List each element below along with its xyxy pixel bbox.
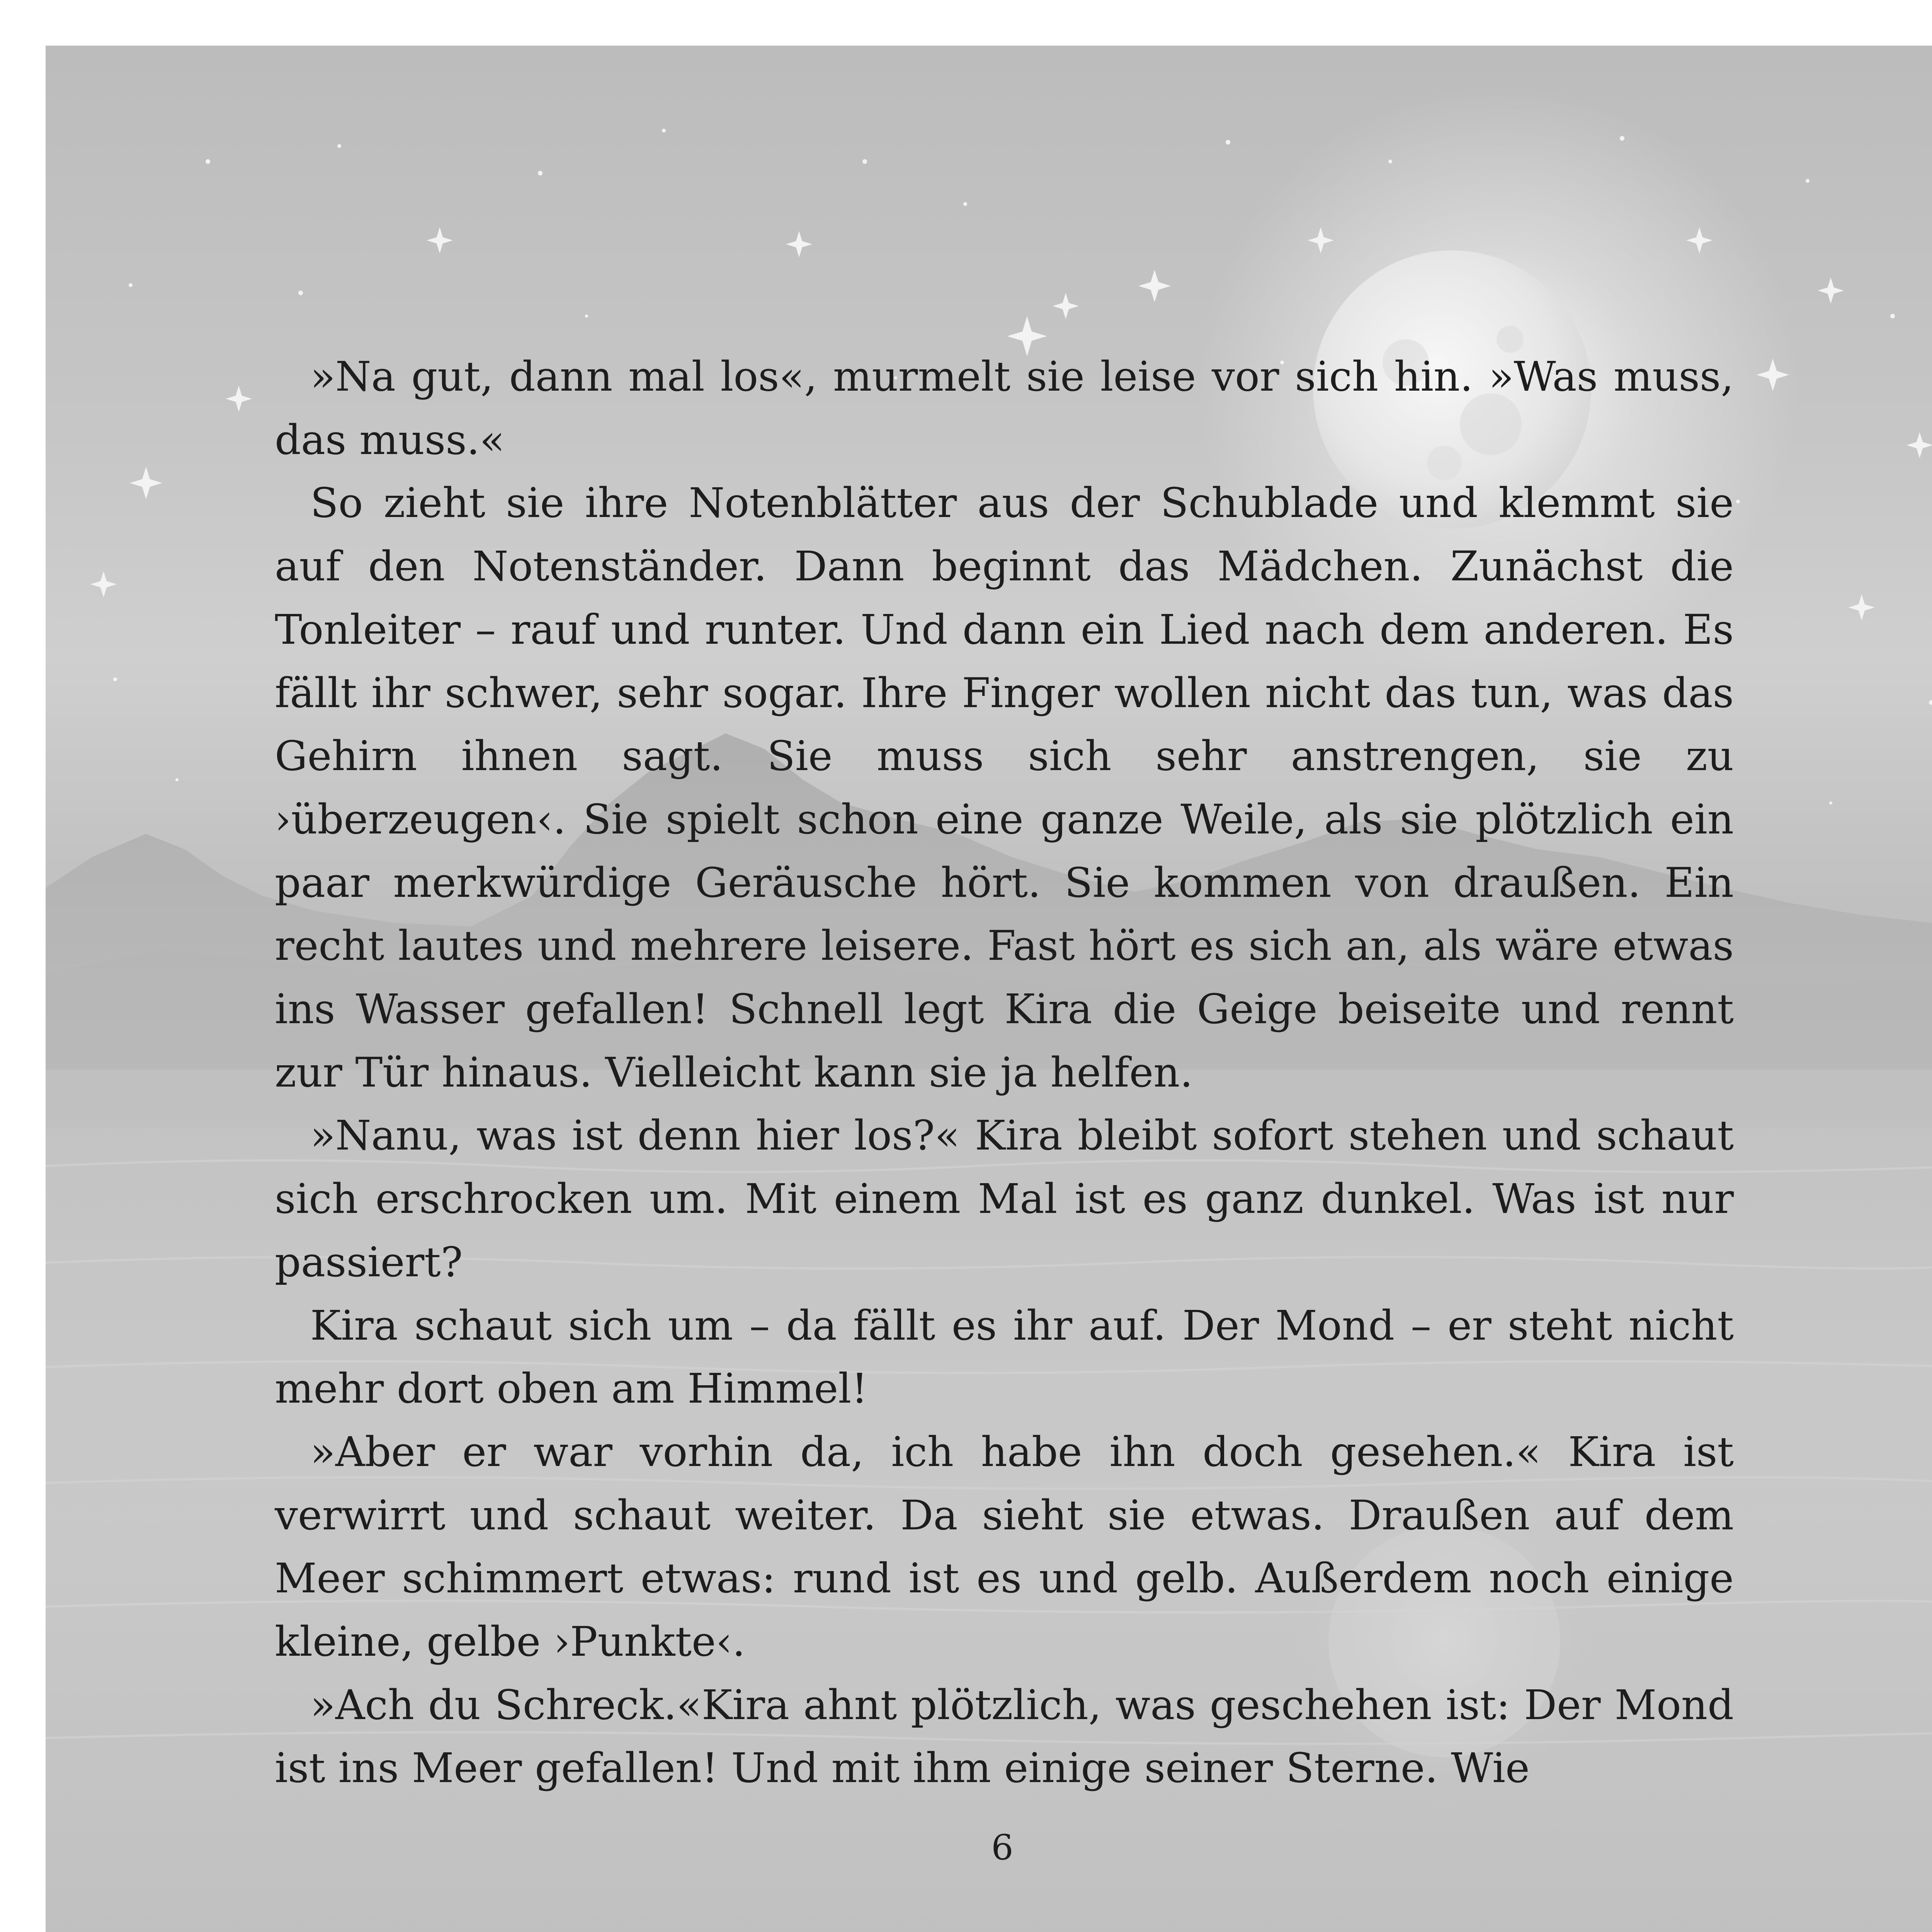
story-text bbox=[275, 345, 1734, 1800]
paragraph: Kira schaut sich um – da fällt es ihr auf. Der Mond – er steht nicht mehr dort oben am Himmel! bbox=[275, 1301, 1734, 1413]
paragraph: »Aber er war vorhin da, ich habe ihn doch gesehen.« Kira ist verwirrt und schaut weiter. Da sieht sie etwas. Draußen auf dem Meer schimmert etwas: rund ist es und gelb. Außerdem noch einige kleine, gelbe ›Punkte‹. bbox=[275, 1428, 1734, 1666]
paragraph: »Nanu, was ist denn hier los?« Kira bleibt sofort stehen und schaut sich erschrocken um. Mit einem Mal ist es ganz dunkel. Was ist nur passiert? bbox=[275, 1112, 1734, 1286]
paragraph: »Ach du Schreck.«Kira ahnt plötzlich, was geschehen ist: Der Mond ist ins Meer gefallen! Und mit ihm einige seiner Sterne. Wie bbox=[275, 1681, 1734, 1792]
paragraph: »Na gut, dann mal los«, murmelt sie leise vor sich hin. »Was muss, das muss.« bbox=[275, 353, 1734, 464]
paragraph: So zieht sie ihre Notenblätter aus der Schublade und klemmt sie auf den Notenständer. Dann beginnt das Mädchen. Zunächst die Tonleiter – rauf und runter. Und dann ein Lied nach dem anderen. Es fällt ihr schwer, sehr sogar. Ihre Finger wollen nicht das tun, was das Gehirn ihnen sagt. Sie muss sich sehr anstrengen, sie zu ›überzeugen‹. Sie spielt schon eine ganze Weile, als sie plötzlich ein paar merkwürdige Geräusche hört. Sie kommen von draußen. Ein recht lautes und mehrere leisere. Fast hört es sich an, als wäre etwas ins Wasser gefallen! Schnell legt Kira die Geige beiseite und rennt zur Tür hinaus. Vielleicht kann sie ja helfen. bbox=[275, 479, 1734, 1096]
page-number: 6 bbox=[991, 1827, 1014, 1868]
book-page-left bbox=[46, 46, 1932, 1932]
